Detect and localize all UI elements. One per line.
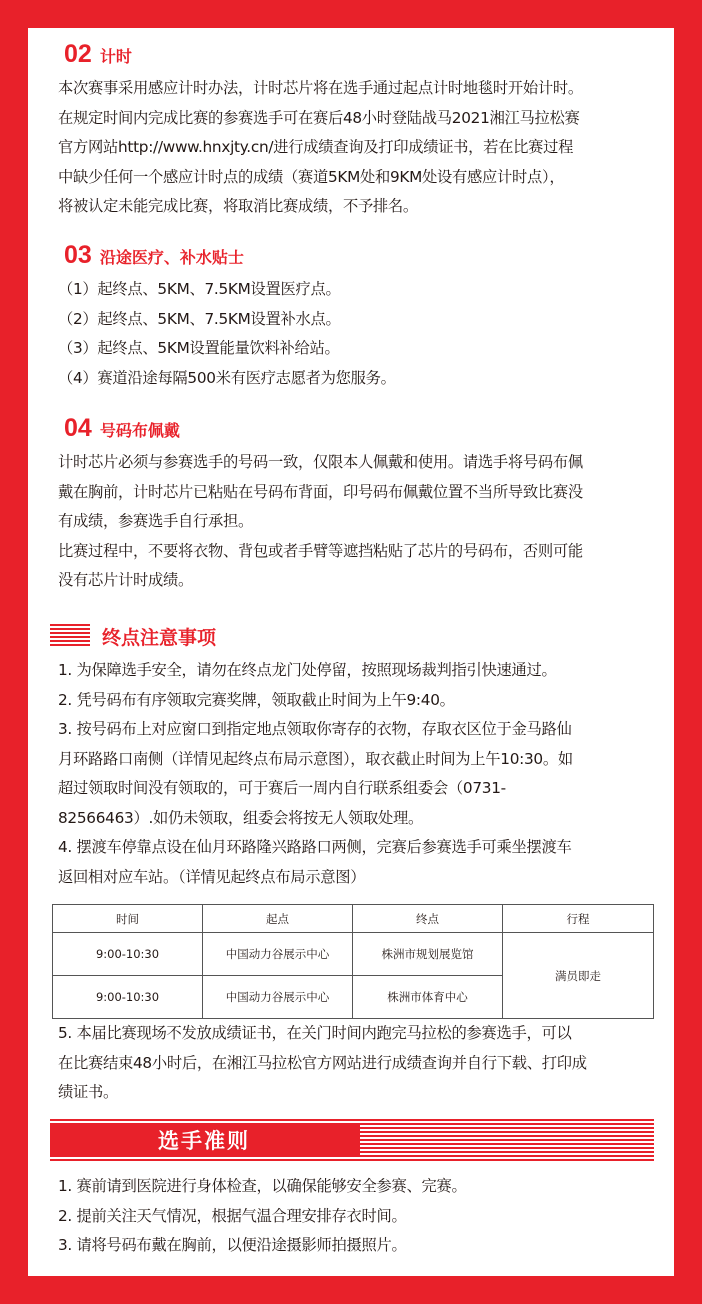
table-cell: 株洲市体育中心 xyxy=(353,976,503,1019)
section-bib xyxy=(58,414,654,596)
paragraph-line: 绩证书。 xyxy=(58,1083,118,1101)
table-header: 起点 xyxy=(203,905,353,933)
paragraph-line: 5. 本届比赛现场不发放成绩证书，在关门时间内跑完马拉松的参赛选手，可以 xyxy=(58,1024,572,1042)
paragraph-line: 戴在胸前，计时芯片已粘贴在号码布背面，印号码布佩戴位置不当所导致比赛没 xyxy=(58,482,583,501)
table-cell: 中国动力谷展示中心 xyxy=(203,976,353,1019)
paragraph-line: 82566463）.如仍未领取，组委会将按无人领取处理。 xyxy=(58,808,423,827)
rules-banner xyxy=(50,1119,654,1161)
paragraph-line: 4. 摆渡车停靠点设在仙月环路隆兴路路口两侧，完赛后参赛选手可乘坐摆渡车 xyxy=(58,838,572,856)
paragraph-line: 3. 按号码布上对应窗口到指定地点领取你寄存的衣物，存取衣区位于金马路仙 xyxy=(58,720,572,738)
table-header: 行程 xyxy=(503,905,654,933)
paragraph-line: 超过领取时间没有领取的，可于赛后一周内自行联系组委会（0731- xyxy=(58,779,506,797)
finish-notes-more xyxy=(58,1019,654,1108)
paragraph-line: 没有芯片计时成绩。 xyxy=(58,571,193,589)
paragraph-line: 返回相对应车站。（详情见起终点布局示意图） xyxy=(58,867,366,886)
paragraph-line: 官方网站http://www.hnxjty.cn/进行成绩查询及打印成绩证书，若在比赛过程 xyxy=(58,138,574,156)
finish-banner xyxy=(50,618,350,654)
paragraph-line: 在规定时间内完成比赛的参赛选手可在赛后48小时登陆战马2021湘江马拉松赛 xyxy=(58,108,580,127)
table-cell: 中国动力谷展示中心 xyxy=(203,933,353,976)
paragraph-line: 比赛过程中，不要将衣物、背包或者手臂等遮挡粘贴了芯片的号码布，否则可能 xyxy=(58,541,583,560)
section-header xyxy=(58,241,654,275)
paragraph-line: 2. 凭号码布有序领取完赛奖牌，领取截止时间为上午9:40。 xyxy=(58,690,455,709)
section-medical-water xyxy=(58,241,654,393)
section-number: 03 xyxy=(64,241,92,269)
paragraph-line: 在比赛结束48小时后，在湘江马拉松官方网站进行成绩查询并自行下载、打印成 xyxy=(58,1053,587,1072)
table-row xyxy=(53,933,654,976)
shuttle-table xyxy=(52,904,654,1019)
section-header xyxy=(58,414,654,448)
finish-title: 终点注意事项 xyxy=(102,626,217,649)
list-item: 2. 提前关注天气情况，根据气温合理安排存衣时间。 xyxy=(58,1206,407,1225)
list-item: （3）起终点、5KM设置能量饮料补给站。 xyxy=(58,339,340,357)
paragraph-line: 本次赛事采用感应计时办法，计时芯片将在选手通过起点计时地毯时开始计时。 xyxy=(58,79,583,97)
stripes-decoration xyxy=(50,624,90,648)
paragraph-line: 中缺少任何一个感应计时点的成绩（赛道5KM处和9KM处设有感应计时点）， xyxy=(58,167,565,186)
list-item: （4）赛道沿途每隔500米有医疗志愿者为您服务。 xyxy=(58,368,396,387)
content-panel xyxy=(28,28,674,1276)
table-cell: 株洲市规划展览馆 xyxy=(353,933,503,976)
section-number: 02 xyxy=(64,40,92,68)
paragraph-line: 1. 为保障选手安全，请勿在终点龙门处停留，按照现场裁判指引快速通过。 xyxy=(58,661,557,679)
section-title: 沿途医疗、补水贴士 xyxy=(99,248,244,267)
table-cell: 9:00-10:30 xyxy=(53,933,203,976)
list-item: （1）起终点、5KM、7.5KM设置医疗点。 xyxy=(58,280,341,298)
list-item: 1. 赛前请到医院进行身体检查，以确保能够安全参赛、完赛。 xyxy=(58,1177,467,1195)
finish-notes xyxy=(58,656,654,892)
paragraph-line: 月环路路口南侧（详情见起终点布局示意图），取衣截止时间为上午10:30。如 xyxy=(58,749,573,768)
section-number: 04 xyxy=(64,414,92,442)
section-timing xyxy=(58,40,654,222)
table-cell: 9:00-10:30 xyxy=(53,976,203,1019)
list-item: （2）起终点、5KM、7.5KM设置补水点。 xyxy=(58,309,341,328)
section-title: 号码布佩戴 xyxy=(99,421,180,440)
table-header: 时间 xyxy=(53,905,203,933)
rules-banner-block xyxy=(50,1124,360,1156)
rules-list xyxy=(58,1172,654,1261)
table-cell-trip: 满员即走 xyxy=(503,933,654,1019)
section-header xyxy=(58,40,654,74)
paragraph-line: 有成绩，参赛选手自行承担。 xyxy=(58,512,253,530)
table-header-row xyxy=(53,905,654,933)
section-title: 计时 xyxy=(99,47,132,66)
paragraph-line: 将被认定未能完成比赛，将取消比赛成绩，不予排名。 xyxy=(58,197,418,215)
list-item: 3. 请将号码布戴在胸前，以便沿途摄影师拍摄照片。 xyxy=(58,1236,407,1254)
table-header: 终点 xyxy=(353,905,503,933)
paragraph-line: 计时芯片必须与参赛选手的号码一致，仅限本人佩戴和使用。请选手将号码布佩 xyxy=(58,453,583,471)
rules-title: 选手准则 xyxy=(158,1129,250,1153)
